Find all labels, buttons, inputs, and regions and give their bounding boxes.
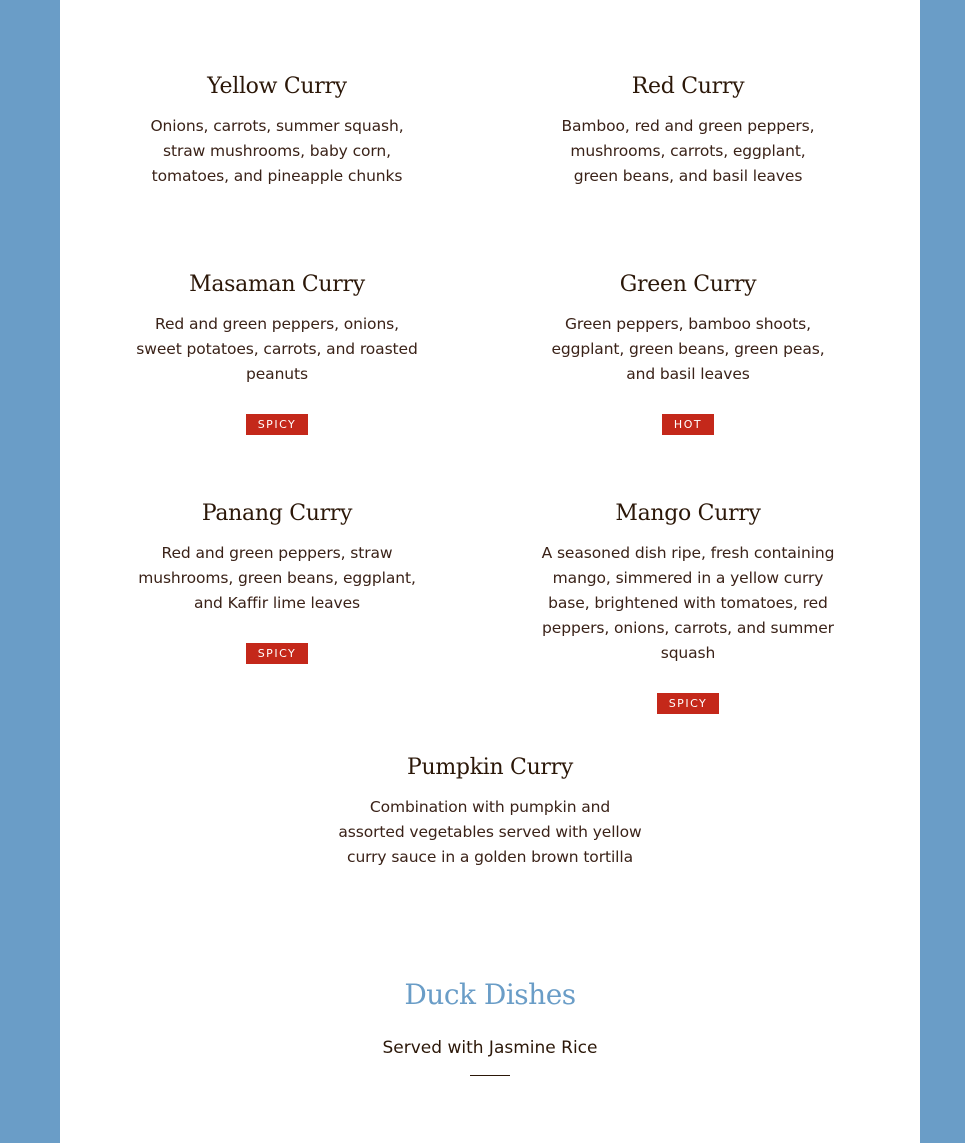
dish-name: Masaman Curry: [189, 272, 365, 297]
dish-description: Green peppers, bamboo shoots, eggplant, green beans, green peas, and basil leaves: [551, 315, 825, 383]
dish-name: Green Curry: [619, 272, 757, 297]
menu-item-pumpkin-curry: [338, 753, 642, 870]
dish-description: Red and green peppers, straw mushrooms, green beans, eggplant, and Kaffir lime leaves: [138, 544, 416, 612]
menu-item-mango-curry: [539, 499, 837, 714]
dish-name: Mango Curry: [615, 501, 761, 526]
dish-name: Red Curry: [631, 74, 745, 99]
menu-item-panang-curry: [132, 499, 422, 664]
menu-item-masaman-curry: [132, 270, 422, 435]
menu-page: [60, 0, 920, 1143]
spicy-badge: SPICY: [657, 693, 720, 714]
section-divider: [470, 1075, 510, 1076]
menu-item-yellow-curry: [132, 72, 422, 189]
menu-item-green-curry: [543, 270, 833, 435]
dish-description: Onions, carrots, summer squash, straw mushrooms, baby corn, tomatoes, and pineapple chunks: [150, 117, 404, 185]
dish-name: Pumpkin Curry: [406, 755, 573, 780]
menu-item-red-curry: [543, 72, 833, 189]
dish-name: Panang Curry: [201, 501, 353, 526]
dish-name: Yellow Curry: [207, 74, 347, 99]
section-subtitle: Served with Jasmine Rice: [382, 1038, 598, 1058]
section-title: Duck Dishes: [404, 978, 576, 1011]
dish-description: Combination with pumpkin and assorted vegetables served with yellow curry sauce in a golden brown tortilla: [338, 798, 642, 866]
dish-description: Red and green peppers, onions, sweet potatoes, carrots, and roasted peanuts: [136, 315, 418, 383]
dish-description: A seasoned dish ripe, fresh containing mango, simmered in a yellow curry base, brightened with tomatoes, red peppers, onions, carrots, and summer squash: [541, 544, 835, 662]
dish-description: Bamboo, red and green peppers, mushrooms, carrots, eggplant, green beans, and basil leaves: [561, 117, 815, 185]
hot-badge: HOT: [662, 414, 714, 435]
spicy-badge: SPICY: [246, 414, 309, 435]
spicy-badge: SPICY: [246, 643, 309, 664]
